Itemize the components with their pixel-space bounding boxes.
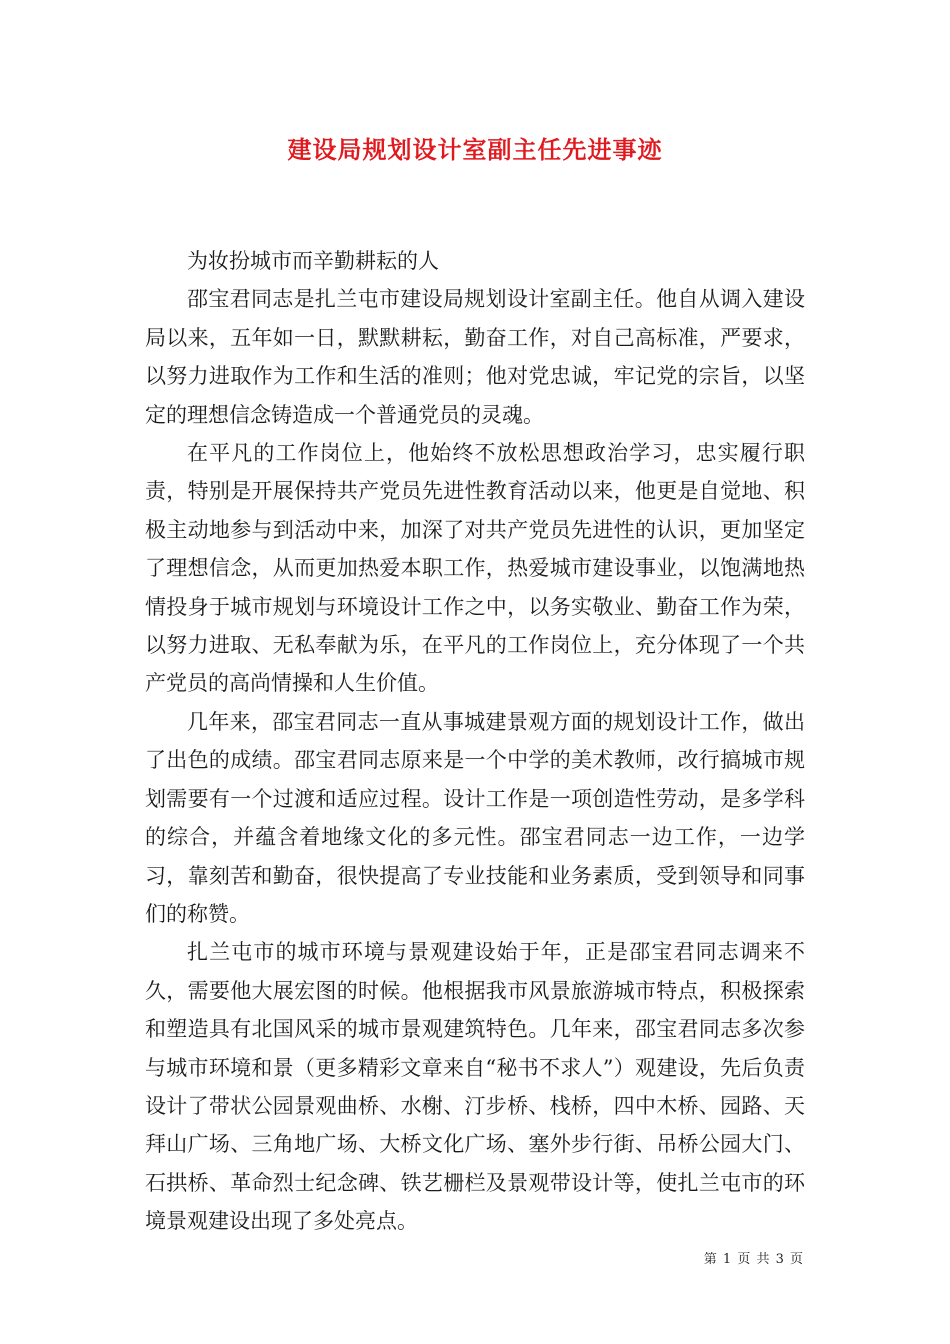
body-paragraph: 几年来，邵宝君同志一直从事城建景观方面的规划设计工作，做出了出色的成绩。邵宝君同志原来是一个中学的美术教师，改行搞城市规划需要有一个过渡和适应过程。设计工作是一项创造性劳动，是多学科的综合，并蕴含着地缘文化的多元性。邵宝君同志一边工作，一边学习，靠刻苦和勤奋，很快提高了专业技能和业务素质，受到领导和同事们的称赞。 bbox=[145, 709, 805, 926]
body-paragraph: 邵宝君同志是扎兰屯市建设局规划设计室副主任。他自从调入建设局以来，五年如一日，默默耕耘，勤奋工作，对自己高标准，严要求，以努力进取作为工作和生活的准则；他对党忠诚，牢记党的宗旨，以坚定的理想信念铸造成一个普通党员的灵魂。 bbox=[145, 287, 805, 427]
body-paragraph: 扎兰屯市的城市环境与景观建设始于年，正是邵宝君同志调来不久，需要他大展宏图的时候。他根据我市风景旅游城市特点，积极探索和塑造具有北国风采的城市景观建筑特色。几年来，邵宝君同志多次参与城市环境和景（更多精彩文章来自“秘书不求人”）观建设，先后负责设计了带状公园景观曲桥、水榭、汀步桥、栈桥，四中木桥、园路、天拜山广场、三角地广场、大桥文化广场、塞外步行街、吊桥公园大门、石拱桥、革命烈士纪念碑、铁艺栅栏及景观带设计等，使扎兰屯市的环境景观建设出现了多处亮点。 bbox=[145, 940, 805, 1234]
body-paragraph: 在平凡的工作岗位上，他始终不放松思想政治学习，忠实履行职责，特别是开展保持共产党员先进性教育活动以来，他更是自觉地、积极主动地参与到活动中来，加深了对共产党员先进性的认识，更加坚定了理想信念，从而更加热爱本职工作，热爱城市建设事业，以饱满地热情投身于城市规划与环境设计工作之中，以务实敬业、勤奋工作为荣，以努力进取、无私奉献为乐，在平凡的工作岗位上，充分体现了一个共产党员的高尚情操和人生价值。 bbox=[145, 441, 805, 696]
subtitle-paragraph: 为妆扮城市而辛勤耕耘的人 bbox=[187, 249, 439, 273]
document-body bbox=[145, 242, 805, 1241]
document-title: 建设局规划设计室副主任先进事迹 bbox=[287, 135, 663, 164]
page-number-footer: 第 1 页 共 3 页 bbox=[703, 1252, 804, 1267]
